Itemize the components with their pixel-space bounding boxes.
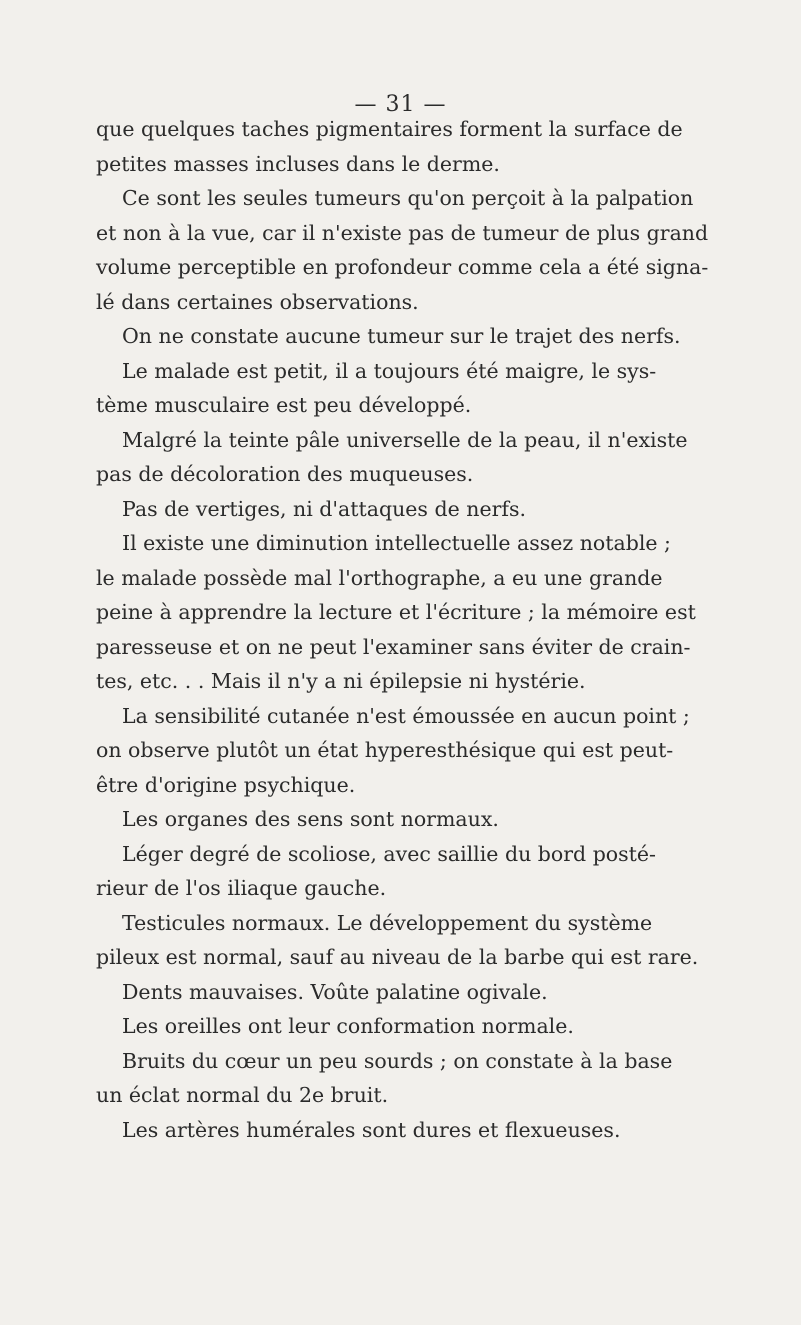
text-line: volume perceptible en profondeur comme cela a été signa- [96, 255, 709, 279]
text-line: Les artères humérales sont dures et flexueuses. [122, 1117, 621, 1142]
text-line: rieur de l'os iliaque gauche. [96, 876, 387, 900]
text-line: Ce sont les seules tumeurs qu'on perçoit à la palpation [122, 186, 694, 210]
text-line: tes, etc. . . Mais il n'y a ni épilepsie ni hystérie. [96, 669, 586, 693]
text-line: un éclat normal du 2e bruit. [96, 1083, 389, 1107]
body-text [96, 112, 709, 1147]
page-number: — 31 — [354, 92, 447, 117]
text-line: petites masses incluses dans le derme. [96, 151, 500, 176]
text-line: Il existe une diminution intellectuelle assez notable ; [122, 531, 671, 555]
text-line: tème musculaire est peu développé. [96, 393, 472, 417]
text-line: Pas de vertiges, ni d'attaques de nerfs. [122, 496, 526, 521]
text-line: Bruits du cœur un peu sourds ; on constate à la base [122, 1048, 673, 1073]
text-line: La sensibilité cutanée n'est émoussée en aucun point ; [122, 703, 690, 728]
text-line: Léger degré de scoliose, avec saillie du bord posté- [122, 841, 656, 866]
text-line: Testicules normaux. Le développement du système [122, 910, 653, 935]
text-line: lé dans certaines observations. [96, 289, 419, 314]
text-line: pas de décoloration des muqueuses. [96, 462, 474, 486]
text-line: que quelques taches pigmentaires forment la surface de [96, 117, 683, 141]
text-line: on observe plutôt un état hyperesthésique qui est peut- [96, 738, 674, 762]
text-line: paresseuse et on ne peut l'examiner sans éviter de crain- [96, 634, 691, 659]
text-line: être d'origine psychique. [96, 772, 356, 797]
text-line: Le malade est petit, il a toujours été maigre, le sys- [122, 358, 657, 383]
text-line: Les organes des sens sont normaux. [122, 807, 499, 831]
text-line: le malade possède mal l'orthographe, a eu une grande [96, 565, 663, 590]
text-line: pileux est normal, sauf au niveau de la barbe qui est rare. [96, 945, 699, 969]
text-line: Malgré la teinte pâle universelle de la peau, il n'existe [122, 427, 688, 452]
text-line: Les oreilles ont leur conformation normale. [122, 1014, 574, 1038]
text-line: peine à apprendre la lecture et l'écriture ; la mémoire est [96, 600, 696, 624]
text-line: Dents mauvaises. Voûte palatine ogivale. [122, 979, 548, 1004]
text-line: On ne constate aucune tumeur sur le trajet des nerfs. [122, 324, 681, 348]
text-line: et non à la vue, car il n'existe pas de tumeur de plus grand [96, 220, 709, 245]
